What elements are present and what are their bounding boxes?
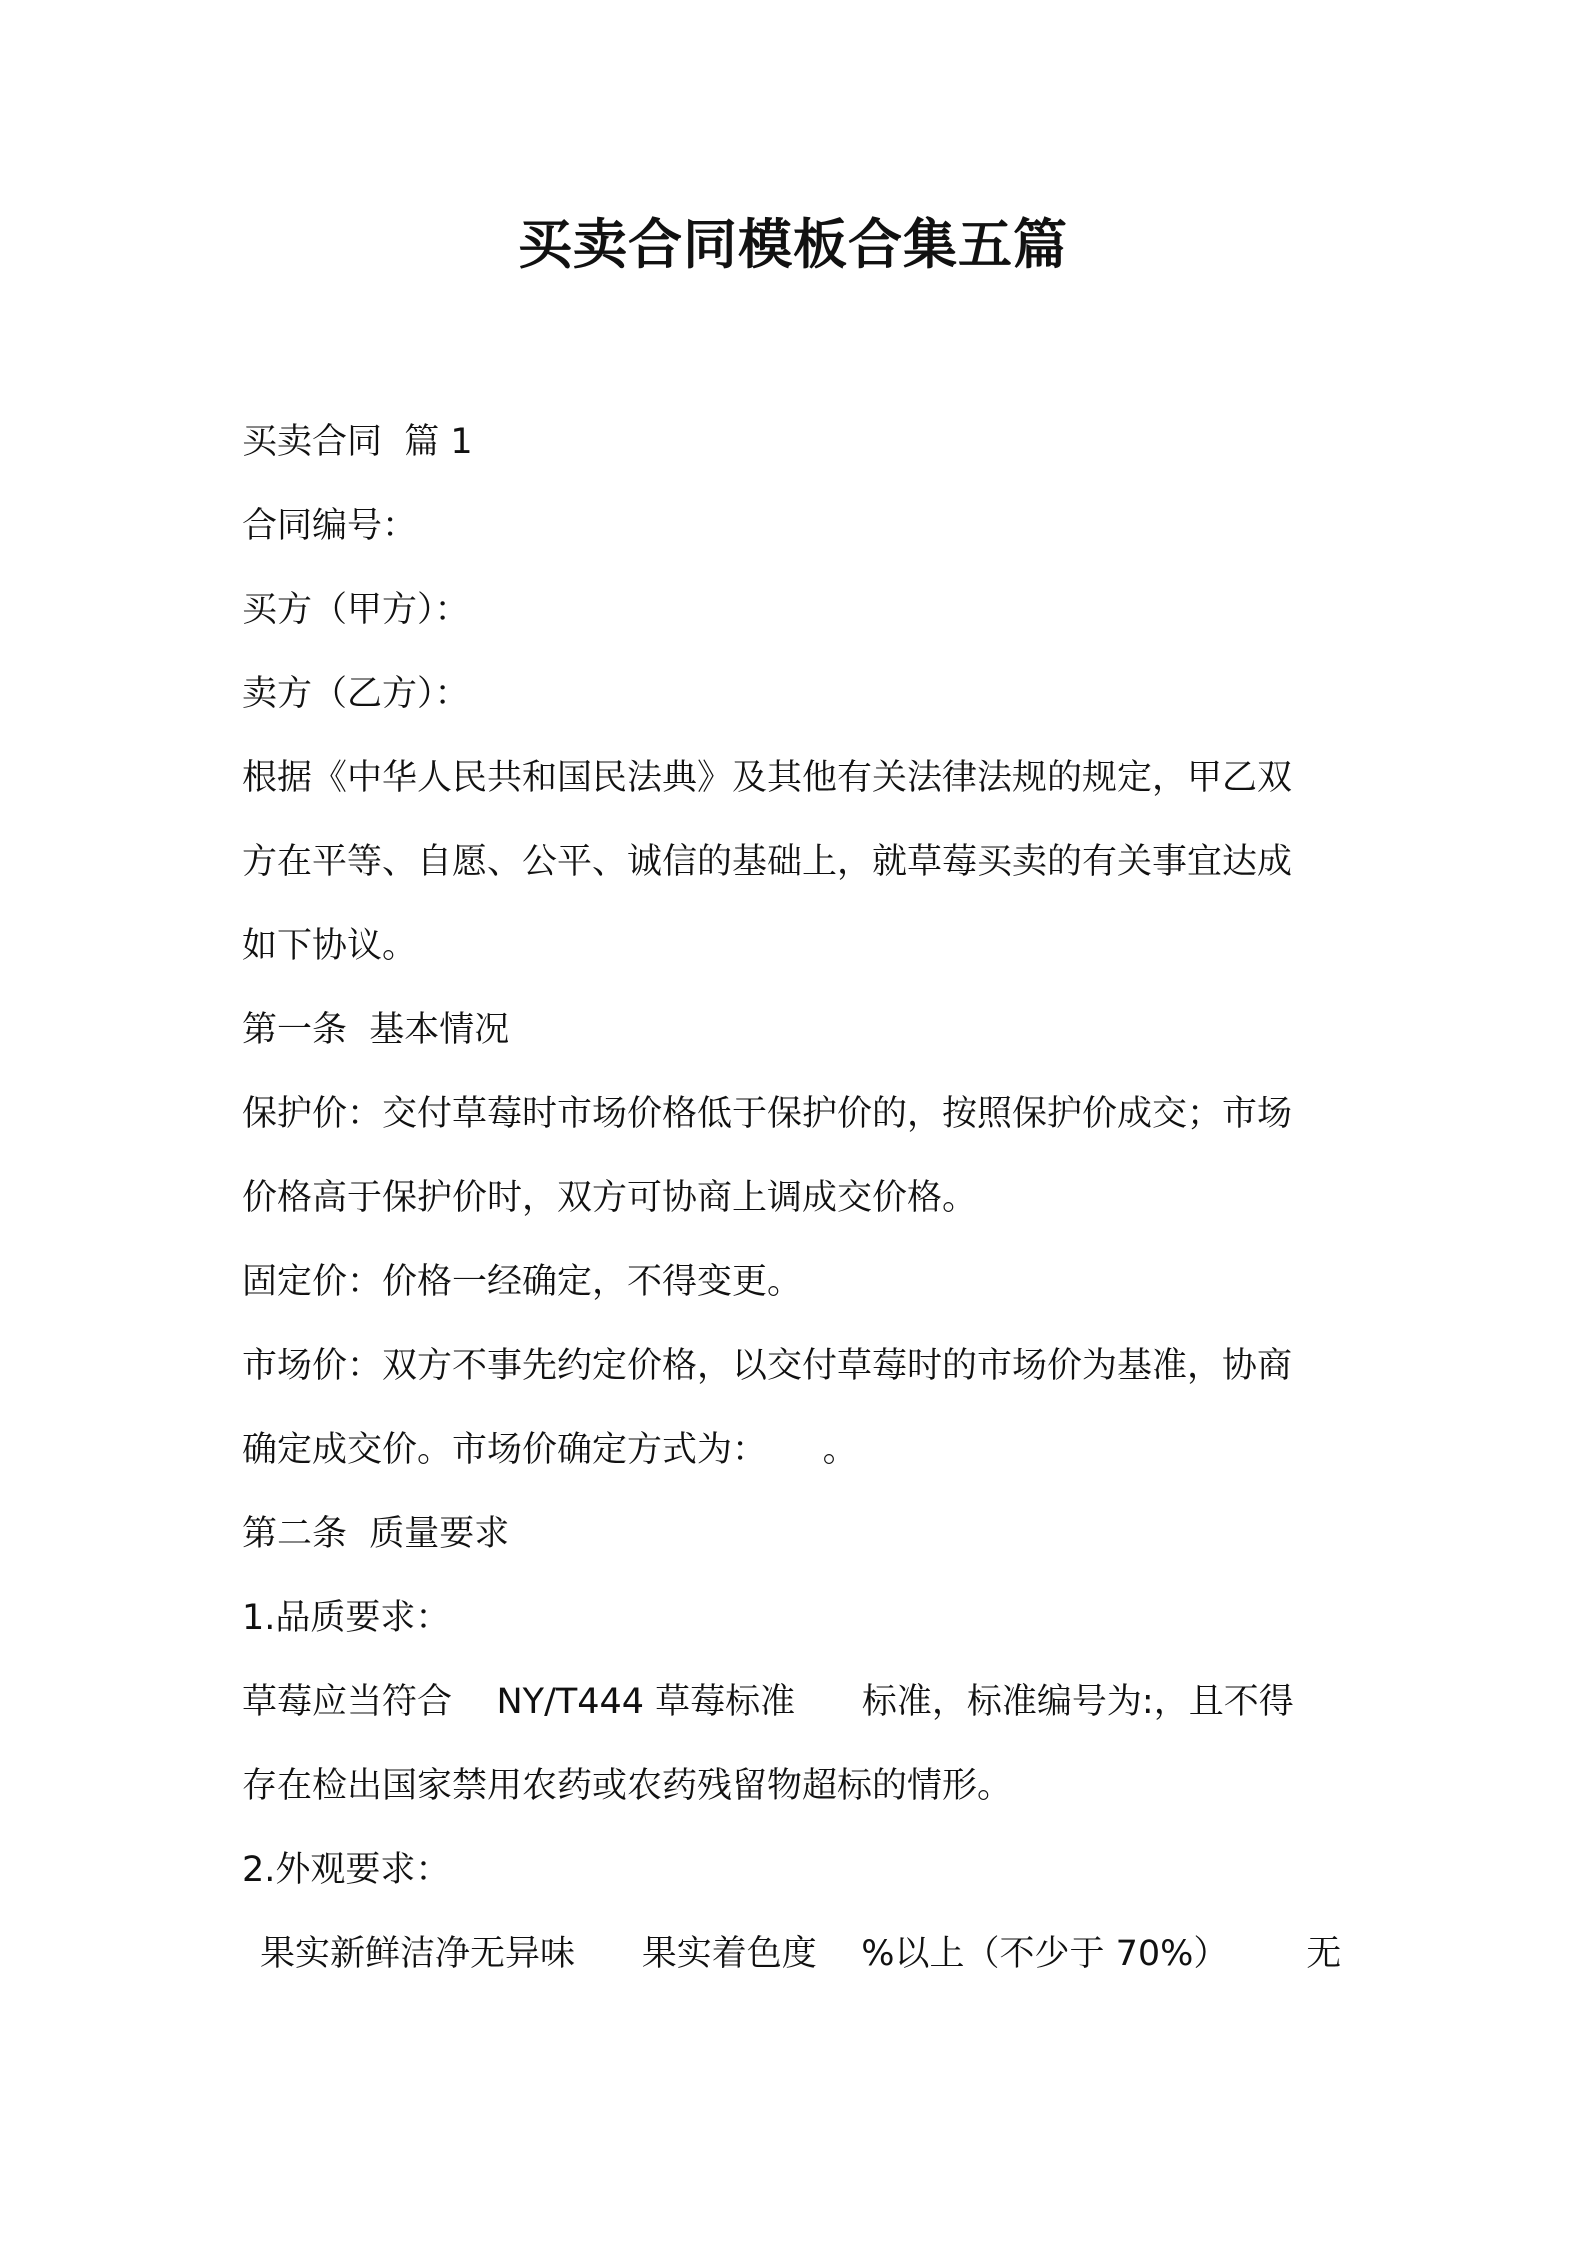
section-heading-contract-1: 买卖合同 篇 1: [242, 422, 473, 462]
subheading-appearance: 2.外观要求：: [242, 1850, 451, 1890]
paragraph-line: 草莓应当符合 NY/T444 草莓标准 标准，标准编号为:，且不得: [242, 1682, 1294, 1722]
paragraph-line: 固定价：价格一经确定，不得变更。: [242, 1262, 803, 1302]
paragraph-line: 果实新鲜洁净无异味 果实着色度 %以上（不少于 70%） 无: [260, 1934, 1342, 1974]
paragraph-line: 方在平等、自愿、公平、诚信的基础上，就草莓买卖的有关事宜达成: [242, 842, 1293, 882]
buyer-field: 买方（甲方）：: [242, 590, 470, 630]
paragraph-line: 确定成交价。市场价确定方式为： 。: [242, 1430, 858, 1470]
document-body: [242, 400, 1357, 1996]
paragraph-line: 价格高于保护价时，双方可协商上调成交价格。: [242, 1178, 978, 1218]
paragraph-line: 存在检出国家禁用农药或农药残留物超标的情形。: [242, 1766, 1013, 1806]
paragraph-line: 如下协议。: [242, 926, 418, 966]
seller-field: 卖方（乙方）：: [242, 674, 470, 714]
document-title: 买卖合同模板合集五篇: [518, 213, 1068, 276]
subheading-quality: 1.品质要求：: [242, 1598, 451, 1638]
paragraph-line: 市场价：双方不事先约定价格，以交付草莓时的市场价为基准，协商: [242, 1346, 1293, 1386]
article-heading-2: 第二条 质量要求: [242, 1514, 510, 1554]
paragraph-line: 保护价：交付草莓时市场价格低于保护价的，按照保护价成交；市场: [242, 1094, 1293, 1134]
contract-number-field: 合同编号：: [242, 506, 418, 546]
article-heading-1: 第一条 基本情况: [242, 1010, 510, 1050]
paragraph-line: 根据《中华人民共和国民法典》及其他有关法律法规的规定，甲乙双: [242, 758, 1293, 798]
